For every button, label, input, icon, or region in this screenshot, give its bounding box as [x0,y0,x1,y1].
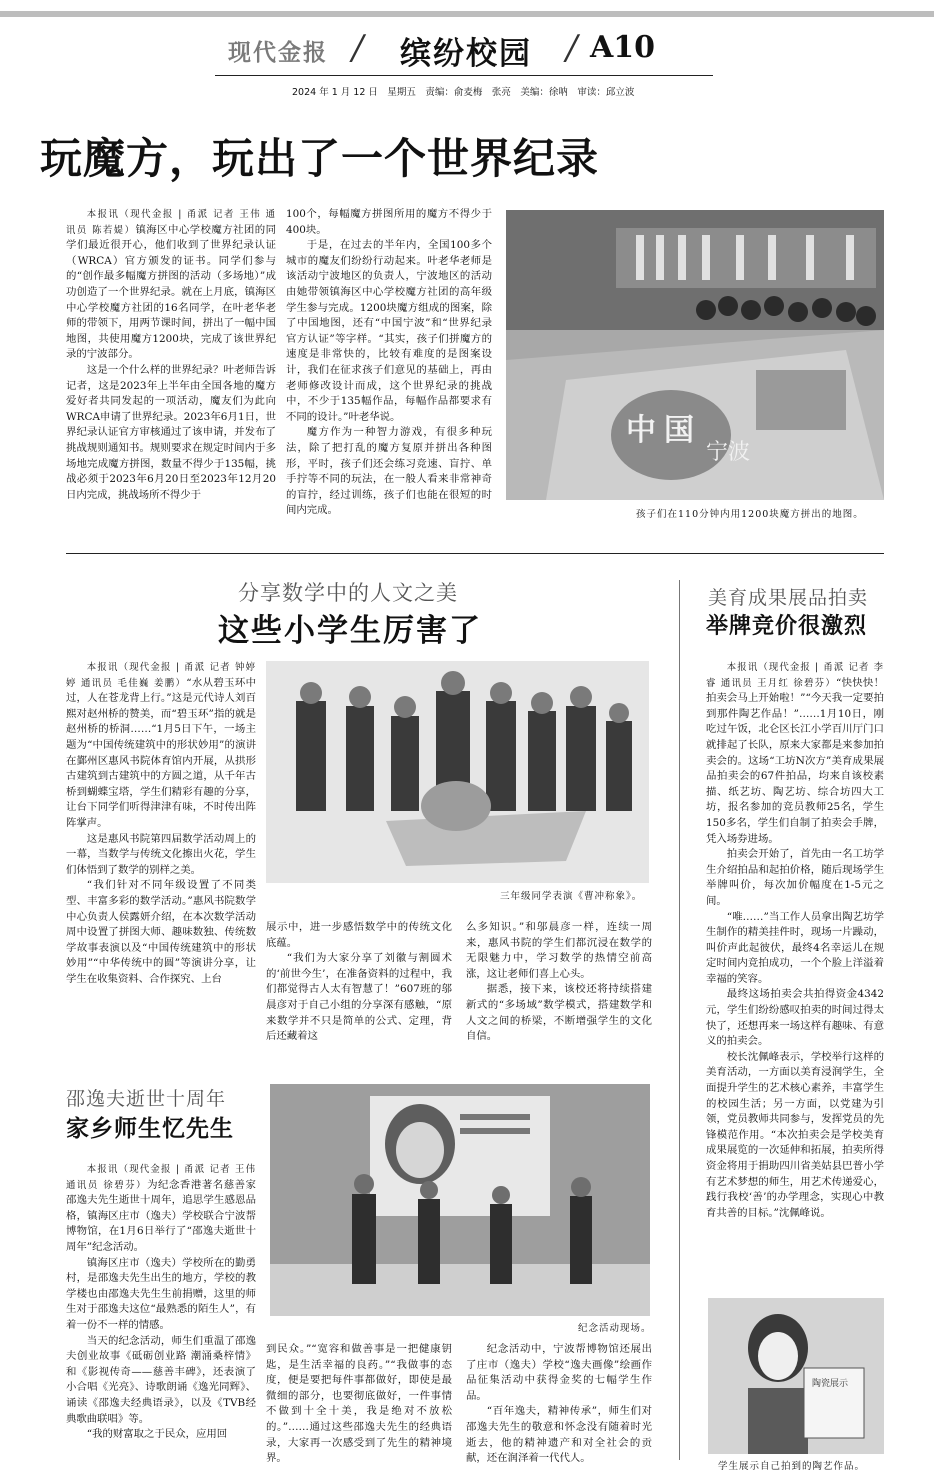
article2-byline: 本报讯（现代金报 | 甬派 记者 钟婷婷 通讯员 毛佳巍 姜鹏） [66,662,256,689]
article1-paragraph: 镇海区中心学校魔方社团的同学们最近很开心，他们收到了世界纪录认证（WRCA）官方颁发的证书。同学们参与的“创作最多幅魔方拼图的活动（多场地）”成功创造了一个世界纪录。就在上月底，镇海区中心学校魔方社团的16名同学，在叶老华老师的带领下，用两节课时间，拼出了一幅中国地图，共使用魔方1200块，完成了该世界纪录的宁波部分。 [66,223,277,361]
article1-paragraph: 魔方作为一种智力游戏，有很多种玩法，除了把打乱的魔方复原并拼出各种图形，平时，孩子们还会练习竞速、盲拧、单手拧等不同的玩法，在一般人看来非常神奇的盲拧，经过训练，孩子们也能在很短的时间内完成。 [286,426,492,517]
article3-byline: 本报讯（现代金报 | 甬派 记者 李睿 通讯员 王月红 徐碧芬） [706,662,884,689]
article2-column-2 [266,920,452,1045]
article2-kicker: 分享数学中的人文之美 [238,581,458,605]
article4-paragraph: “我的财富取之于民众，应用回 [86,1428,228,1441]
article1-paragraph: 这是一个什么样的世界纪录？叶老师告诉记者，这是2023年上半年由全国各地的魔方爱好者共同发起的一项活动，魔友们为此向WRCA申请了世界纪录。2023年6月1日，世界纪录认证官方审核通过了该申请，并发布了挑战规则通知书。规则要求在规定时间内于多场地完成魔方拼图，数量不得少于135幅，挑战必须于2023年6月20日至2023年12月20日内完成，挑战场所不得少于 [66,363,276,501]
article3-paragraph: “快快快！拍卖会马上开始啦！”“今天我一定要拍到那件陶艺作品！”……1月10日，刚吃过午饭，北仑区长江小学百川厅门口就排起了长队，原来大家都是来参加拍卖会的。这场“工坊N次方”美育成果展品拍卖会的67件拍品，均来自该校素描、纸艺坊、陶艺坊、综合坊四大工坊，报名参加的竞员教师25名，学生150多名，学生们自制了拍卖会手牌，凭入场券进场。 [706,676,884,845]
article3-paragraph: 最终这场拍卖会共拍得资金4342元，学生们纷纷感叹拍卖的时间过得太快了，还想再来一场这样有趣味、有意义的拍卖会。 [706,988,884,1048]
article3-paragraph: 校长沈佩峰表示，学校举行这样的美育活动，一方面以美育浸润学生，全面提升学生的艺术核心素养，丰富学生的校园生活；另一方面，以党建为引领，党员教师共同参与，发挥党员的先锋模范作用。“本次拍卖会是学校美育成果展览的一次延伸和拓展，拍卖所得资金将用于捐助四川省美姑县巴普小学有艺术梦想的师生，用艺术传递爱心，践行我校‘善’的办学理念，实现心中教育共善的目标。”沈佩峰说。 [706,1050,884,1219]
article4-paragraph: 镇海区庄市（逸夫）学校所在的勤勇村，是邵逸夫先生出生的地方，学校的教学楼也由邵逸夫先生生前捐赠，这里的师生对于邵逸夫这位“最熟悉的陌生人”，有着一份不一样的情感。 [66,1256,256,1331]
math-performance-illustration [266,661,649,883]
article3-kicker: 美育成果展品拍卖 [708,587,869,609]
article4-kicker: 邵逸夫逝世十周年 [66,1088,227,1110]
masthead-paper: 现代金报 [228,39,328,66]
masthead-slash-right: / [566,28,578,68]
article4-paragraph: 当天的纪念活动，师生们重温了邵逸夫创业故事《砥砺创业路 潮涌桑梓情》和《影视传奇——慈善丰碑》，还表演了小合唱《光亮》、诗歌朗诵《逸光同辉》、诵读《邵逸夫经典语录》，以及《TVB经典歌曲联唱》等。 [66,1334,256,1425]
article1-paragraph: 于是，在过去的半年内，全国100多个城市的魔友们纷纷行动起来。叶老华老师是该活动宁波地区的负责人，宁波地区的活动由她带领镇海区中心学校魔方社团的高年级学生参与完成。1200块魔方组成的图案，除了中国地图，还有“中国宁波”和“世界纪录 官方认证”等字样。“其实，孩子们拼魔方的速度是非常快的，比较有难度的是图案设计，我们在征求孩子们意见的基础上，再由老师修改设计而成，这个世界纪录的挑战中，不少于135幅作品，每幅作品都要求有不同的设计。”叶老华说。 [286,239,492,423]
article2-headline: 这些小学生厉害了 [218,613,482,649]
rubiks-map-photo [506,210,884,500]
article2-paragraph: 这是惠风书院第四届数学活动周上的一幕，当数学与传统文化擦出火花，学生们体悟到了数学的别样之美。 [66,832,256,876]
article4-headline: 家乡师生忆先生 [66,1116,234,1142]
article4-paragraph: “百年逸夫，精神传承”，师生们对邵逸夫先生的敬意和怀念没有随着时光逝去，他的精神遗产和对全社会的贡献，还在润泽着一代代人。 [466,1405,652,1465]
rubiks-map-illustration [506,210,884,500]
article1-column-2 [286,207,492,519]
right-column-divider [679,580,680,1460]
masthead-section: 缤纷校园 [400,36,532,72]
article2-paragraph: “我们为大家分享了刘徽与割圆术的‘前世今生’，在准备资料的过程中，我们都觉得古人太有智慧了！”607班的邬晨彦对于自己小组的分享深有感触，“原来数学并不只是简单的公式、定理，背后还藏着这 [266,952,452,1043]
article1-column-1 [66,207,276,503]
article2-column-3 [466,920,652,1045]
memorial-event-photo [270,1084,650,1316]
article2-paragraph: 据悉，接下来，该校还将持续搭建新式的“多场域”数学模式，搭建数学和人文之间的桥梁，不断增强学生的文化自信。 [466,983,652,1043]
masthead-rule [215,75,713,76]
article3-headline: 举牌竞价很激烈 [706,614,868,639]
memorial-event-illustration [270,1084,650,1316]
article3-caption: 学生展示自己拍到的陶艺作品。 [718,1461,866,1472]
article4-paragraph: 到民众。”“宽容和做善事是一把健康钥匙，是生活幸福的良药。”“我做事的态度，便是要把每件事都做好，即使是最微细的部分，也要彻底做好，一件事情不做到十全十美，我是绝对不放松的。”……通过这些邵逸夫先生的经典语录，大家再一次感受到了先生的精神境界。 [266,1343,452,1465]
auction-student-photo [708,1298,884,1454]
dateline: 2024 年 1 月 12 日 星期五 责编：俞麦梅 张亮 美编：徐呐 审读：邱立波 [292,87,635,98]
article1-caption: 孩子们在110分钟内用1200块魔方拼出的地图。 [636,509,864,520]
article4-caption: 纪念活动现场。 [578,1323,652,1334]
article2-paragraph: “水从碧玉环中过，人在苍龙背上行。”这是元代诗人刘百熙对赵州桥的赞美，而“碧玉环”指的就是赵州桥的桥洞……“1月5日下午，一场主题为“中国传统建筑中的形状妙用”的演讲在鄞州区惠风书院体育馆内开展，从拱形古建筑到古建筑中的方圆之道，从千年古桥到蝴蝶宝塔，学生们精彩有趣的分享，让台下同学们听得津津有味，不时传出阵阵掌声。 [66,676,257,829]
article3-paragraph: 拍卖会开始了，首先由一名工坊学生介绍拍品和起拍价格，随后现场学生举牌叫价，每次加价幅度在1-5元之间。 [706,848,884,907]
article4-byline: 本报讯（现代金报 | 甬派 记者 王伟 通讯员 徐碧芬） [66,1164,256,1191]
auction-sign-text: 陶瓷展示 [812,1379,849,1389]
article1-paragraph: 100个，每幅魔方拼图所用的魔方不得少于400块。 [286,208,492,236]
article4-paragraph: 纪念活动中，宁波帮博物馆还展出了庄市（逸夫）学校“逸夫画像”绘画作品征集活动中获得金奖的七幅学生作品。 [466,1343,652,1402]
article3-body [706,660,884,1221]
auction-student-illustration [708,1298,884,1454]
article2-caption: 三年级同学表演《曹冲称象》。 [500,891,643,902]
article1-headline: 玩魔方，玩出了一个世界纪录 [40,134,600,183]
article2-column-1 [66,660,256,987]
top-rule [0,11,934,17]
article3-paragraph: “唯……”当工作人员拿出陶艺坊学生制作的精美挂件时，现场一片躁动，叫价声此起彼伏，最终4名幸运儿在规定时间内竞拍成功，一个个脸上洋溢着幸福的笑容。 [706,910,884,985]
article2-paragraph: “我们针对不同年级设置了不同类型、丰富多彩的数学活动。”惠风书院数学中心负责人侯露妍介绍，在本次数学活动周中设置了拼图大师、趣味数独、传统数学故事表演以及“中国传统建筑中的形状妙用”“中华传统中的圆”等演讲分享，让学生在收集资料、合作探究、上台 [66,879,256,985]
article4-paragraph: 为纪念香港著名慈善家邵逸夫先生逝世十周年，追思学生感恩品格，镇海区庄市（逸夫）学校联合宁波帮博物馆，在1月6日举行了“邵逸夫逝世十周年”纪念活动。 [66,1178,257,1253]
article2-paragraph: 展示中，进一步感悟数学中的传统文化底蕴。 [266,921,452,949]
section-divider [66,553,884,554]
photo-text-ningbo: 宁波 [706,440,751,465]
article4-column-3 [466,1342,652,1467]
article1-byline: 本报讯（现代金报 | 甬派 记者 王伟 通讯员 陈若媞） [66,209,276,236]
masthead-slash-left: / [352,28,364,68]
article4-column-2 [266,1342,452,1467]
article2-paragraph: 么多知识。”和邬晨彦一样，连续一周来，惠风书院的学生们都沉浸在数学的无限魅力中，学习数学的热情空前高涨，这让老师们喜上心头。 [466,921,652,980]
math-performance-photo [266,661,649,883]
photo-text-zhongguo: 中国 [626,413,702,448]
masthead-page-number: A10 [590,30,656,65]
article4-column-1 [66,1162,256,1443]
